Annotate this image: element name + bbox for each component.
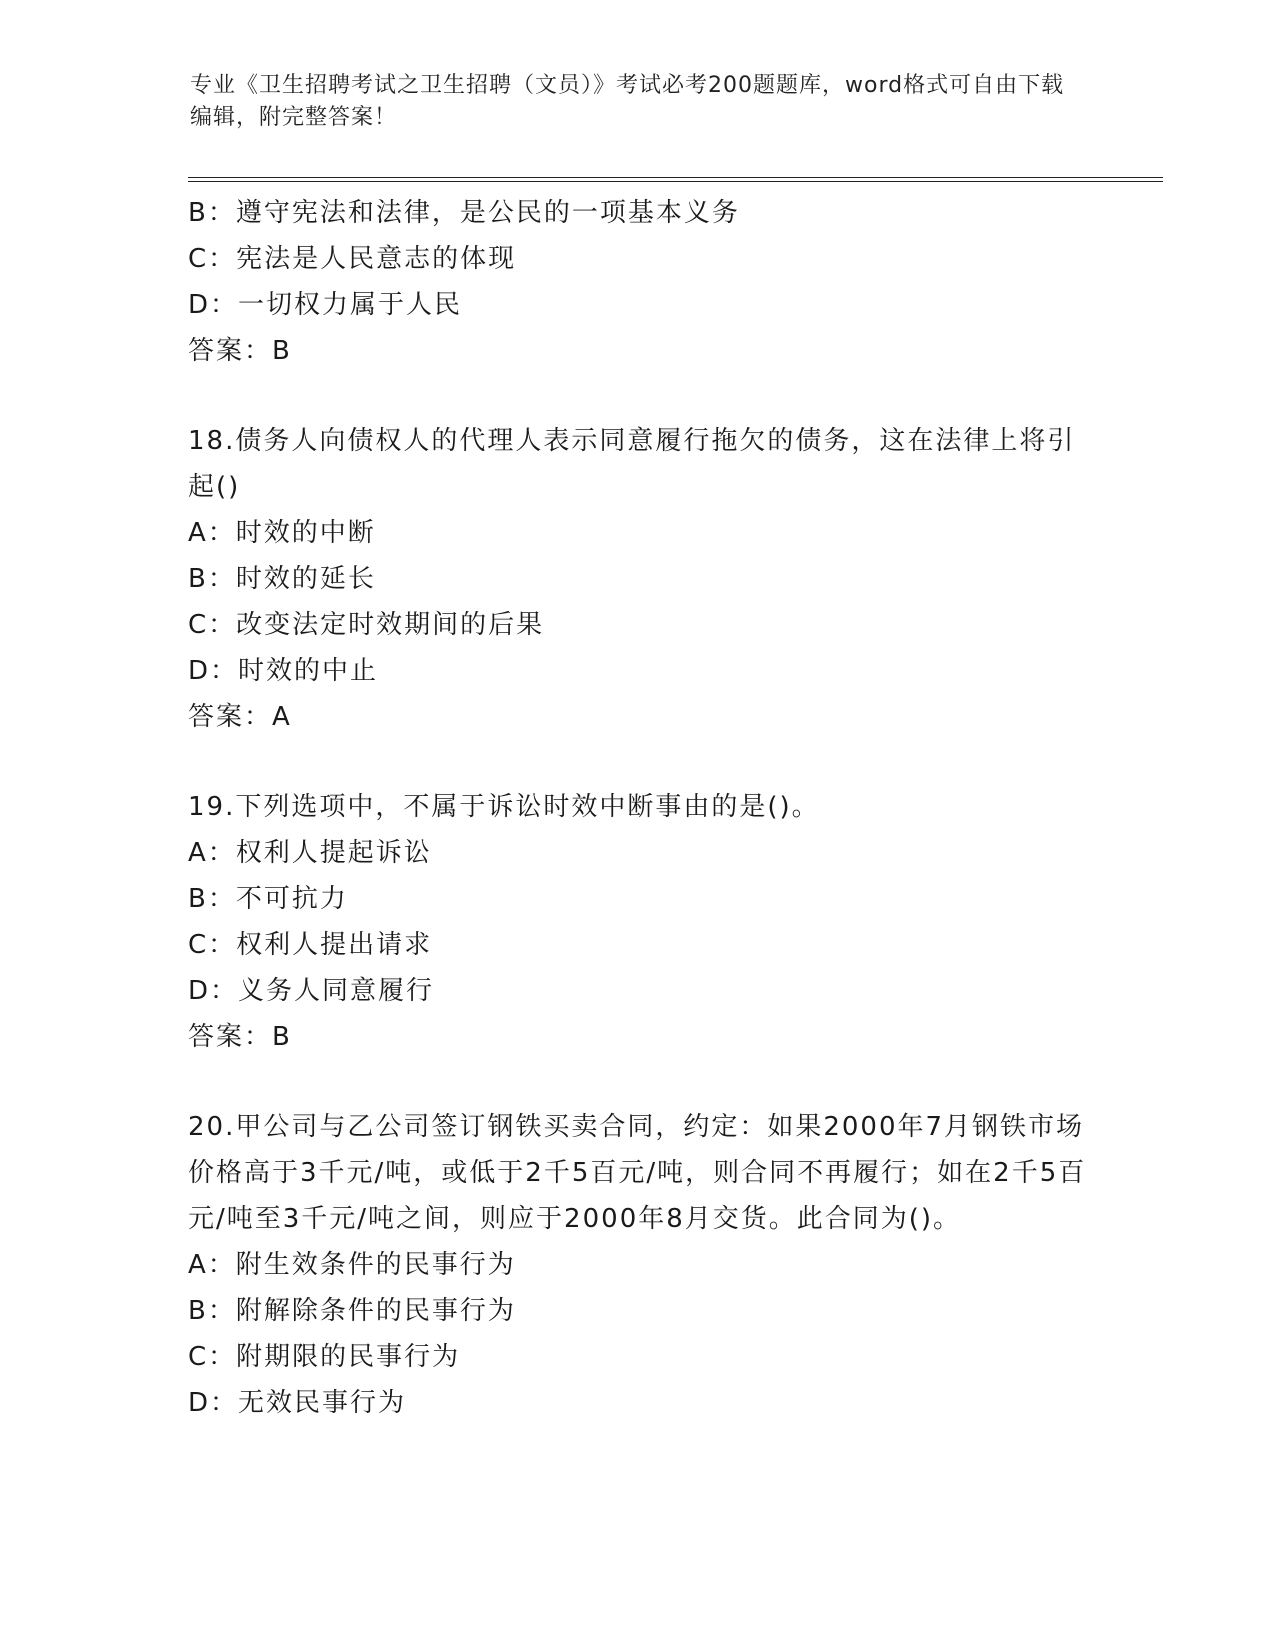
answer: 答案：A [188, 702, 292, 732]
question-19 [188, 784, 1088, 1060]
answer: 答案：B [188, 336, 292, 366]
option-a: A：附生效条件的民事行为 [188, 1250, 516, 1280]
option-d: D：义务人同意履行 [188, 976, 435, 1006]
option-b: B：不可抗力 [188, 884, 348, 914]
option-c: C：宪法是人民意志的体现 [188, 244, 517, 274]
question-20 [188, 1104, 1088, 1426]
question-text: 18.债务人向债权人的代理人表示同意履行拖欠的债务，这在法律上将引起() [188, 426, 1076, 502]
question-18 [188, 418, 1088, 740]
question-text: 19.下列选项中，不属于诉讼时效中断事由的是()。 [188, 792, 820, 822]
option-c: C：权利人提出请求 [188, 930, 433, 960]
option-a: A：时效的中断 [188, 518, 376, 548]
header-divider [188, 177, 1163, 182]
option-c: C：附期限的民事行为 [188, 1342, 461, 1372]
option-d: D：时效的中止 [188, 656, 379, 686]
question-17-continued [188, 190, 1088, 374]
option-c: C：改变法定时效期间的后果 [188, 610, 545, 640]
document-content [188, 190, 1088, 1426]
spacer [188, 740, 1088, 784]
option-b: B：遵守宪法和法律，是公民的一项基本义务 [188, 198, 740, 228]
option-a: A：权利人提起诉讼 [188, 838, 432, 868]
option-d: D：一切权力属于人民 [188, 290, 463, 320]
spacer [188, 374, 1088, 418]
document-header: 专业《卫生招聘考试之卫生招聘（文员）》考试必考200题题库，word格式可自由下载编辑，附完整答案！ [190, 73, 1065, 130]
option-d: D：无效民事行为 [188, 1388, 407, 1418]
option-b: B：时效的延长 [188, 564, 376, 594]
option-b: B：附解除条件的民事行为 [188, 1296, 516, 1326]
spacer [188, 1060, 1088, 1104]
answer: 答案：B [188, 1022, 292, 1052]
question-text: 20.甲公司与乙公司签订钢铁买卖合同，约定：如果2000年7月钢铁市场价格高于3千元/吨，或低于2千5百元/吨，则合同不再履行；如在2千5百元/吨至3千元/吨之间，则应于2000年8月交货。此合同为()。 [188, 1112, 1087, 1234]
